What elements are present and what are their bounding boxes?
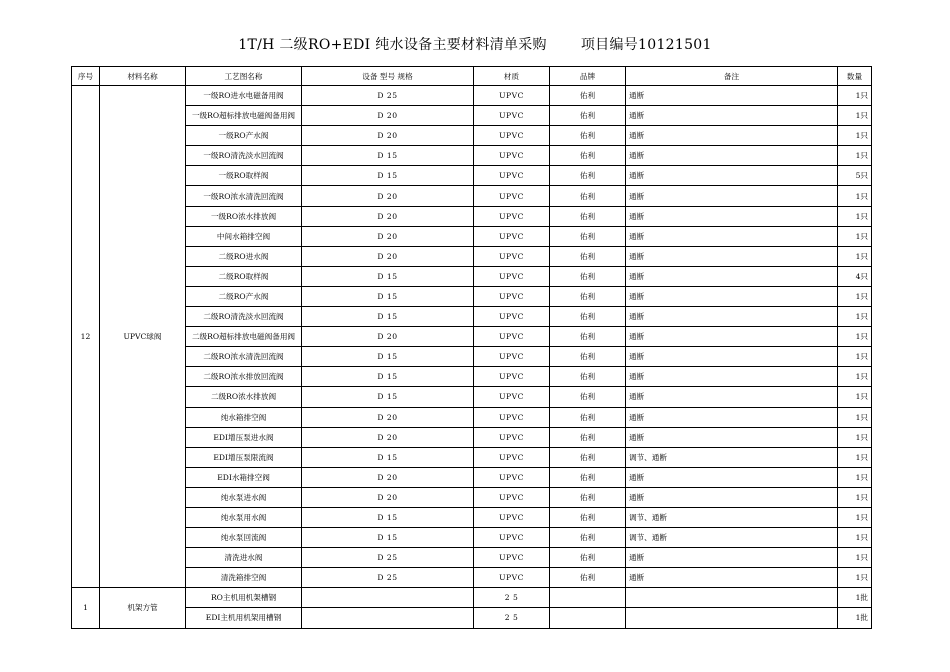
table-row [72,186,872,206]
remark-cell: 通断 [626,286,838,306]
brand-cell: 佑利 [550,528,626,548]
title-main: 1T/H 二级RO+EDI 纯水设备主要材料清单采购 [238,37,547,53]
brand-cell: 佑利 [550,266,626,286]
process-name-cell: 二级RO进水阀 [186,246,302,266]
table-row [72,467,872,487]
remark-cell: 通断 [626,467,838,487]
texture-cell: UPVC [474,387,550,407]
table-row [72,126,872,146]
process-name-cell: 一级RO超标排放电磁阀备用阀 [186,106,302,126]
table-row [72,307,872,327]
qty-cell: 1只 [838,467,872,487]
texture-cell: UPVC [474,528,550,548]
process-name-cell: 中间水箱排空阀 [186,226,302,246]
texture-cell: UPVC [474,467,550,487]
material-name: UPVC球阀 [100,86,186,588]
brand-cell: 佑利 [550,327,626,347]
item-number: 12 [72,86,100,588]
brand-cell: 佑利 [550,568,626,588]
process-name-cell: 清洗箱排空阀 [186,568,302,588]
remark-cell: 通断 [626,226,838,246]
process-name-cell: EDI增压泵限流阀 [186,447,302,467]
brand-cell: 佑利 [550,467,626,487]
process-name-cell: 二级RO取样阀 [186,266,302,286]
remark-cell: 通断 [626,327,838,347]
brand-cell: 佑利 [550,487,626,507]
table-row [72,166,872,186]
texture-cell: 2 5 [474,608,550,628]
table-row [72,327,872,347]
qty-cell: 1只 [838,407,872,427]
process-name-cell: 一级RO浓水排放阀 [186,206,302,226]
texture-cell: UPVC [474,367,550,387]
spec-cell: D 15 [302,286,474,306]
spec-cell: D 25 [302,548,474,568]
brand-cell: 佑利 [550,427,626,447]
brand-cell: 佑利 [550,246,626,266]
spec-cell: D 15 [302,387,474,407]
texture-cell: UPVC [474,166,550,186]
spec-cell: D 20 [302,186,474,206]
remark-cell: 通断 [626,166,838,186]
texture-cell: UPVC [474,106,550,126]
spec-cell: D 20 [302,206,474,226]
qty-cell: 1只 [838,487,872,507]
table-row [72,427,872,447]
spec-cell: D 20 [302,246,474,266]
process-name-cell: 一级RO产水阀 [186,126,302,146]
texture-cell: UPVC [474,307,550,327]
material-list-table [71,66,872,629]
spec-cell: D 15 [302,347,474,367]
remark-cell: 通断 [626,266,838,286]
remark-cell: 调节、通断 [626,528,838,548]
process-name-cell: 纯水箱排空阀 [186,407,302,427]
table-row [72,407,872,427]
texture-cell: UPVC [474,286,550,306]
texture-cell: UPVC [474,246,550,266]
table-row [72,588,872,608]
table-row [72,608,872,628]
texture-cell: UPVC [474,327,550,347]
process-name-cell: RO主机用机架槽钢 [186,588,302,608]
table-row [72,387,872,407]
header-no: 序号 [72,67,100,86]
process-name-cell: 一级RO取样阀 [186,166,302,186]
brand-cell: 佑利 [550,186,626,206]
spec-cell: D 20 [302,467,474,487]
remark-cell: 通断 [626,246,838,266]
document-title [0,34,950,54]
remark-cell [626,608,838,628]
texture-cell: UPVC [474,206,550,226]
brand-cell: 佑利 [550,166,626,186]
brand-cell: 佑利 [550,307,626,327]
spec-cell [302,588,474,608]
spec-cell: D 20 [302,226,474,246]
brand-cell: 佑利 [550,447,626,467]
process-name-cell: 二级RO产水阀 [186,286,302,306]
process-name-cell: 纯水泵回流阀 [186,528,302,548]
remark-cell: 调节、通断 [626,507,838,527]
qty-cell: 1只 [838,146,872,166]
qty-cell: 1只 [838,347,872,367]
brand-cell: 佑利 [550,106,626,126]
table-row [72,528,872,548]
brand-cell: 佑利 [550,226,626,246]
header-texture: 材质 [474,67,550,86]
qty-cell: 1批 [838,608,872,628]
material-name: 机架方管 [100,588,186,628]
remark-cell: 通断 [626,568,838,588]
spec-cell: D 20 [302,106,474,126]
table-row [72,286,872,306]
brand-cell [550,588,626,608]
spec-cell: D 15 [302,166,474,186]
remark-cell: 通断 [626,106,838,126]
process-name-cell: 二级RO清洗淡水回流阀 [186,307,302,327]
remark-cell: 通断 [626,186,838,206]
header-material: 材料名称 [100,67,186,86]
remark-cell: 通断 [626,427,838,447]
qty-cell: 1只 [838,307,872,327]
brand-cell: 佑利 [550,367,626,387]
header-spec: 设备 型号 规格 [302,67,474,86]
qty-cell: 1只 [838,206,872,226]
brand-cell: 佑利 [550,126,626,146]
texture-cell: UPVC [474,427,550,447]
remark-cell: 通断 [626,487,838,507]
brand-cell: 佑利 [550,206,626,226]
spec-cell: D 15 [302,307,474,327]
brand-cell: 佑利 [550,548,626,568]
texture-cell: UPVC [474,146,550,166]
process-name-cell: EDI增压泵进水阀 [186,427,302,447]
process-name-cell: 二级RO超标排放电磁阀备用阀 [186,327,302,347]
brand-cell: 佑利 [550,387,626,407]
spec-cell: D 15 [302,507,474,527]
texture-cell: UPVC [474,447,550,467]
spec-cell: D 15 [302,146,474,166]
spec-cell: D 15 [302,528,474,548]
project-number: 项目编号10121501 [580,37,712,53]
remark-cell: 通断 [626,347,838,367]
qty-cell: 1只 [838,387,872,407]
brand-cell: 佑利 [550,407,626,427]
spec-cell: D 20 [302,427,474,447]
table-row [72,86,872,106]
table-row [72,246,872,266]
brand-cell: 佑利 [550,86,626,106]
remark-cell: 通断 [626,307,838,327]
qty-cell: 1只 [838,548,872,568]
qty-cell: 1只 [838,226,872,246]
qty-cell: 1只 [838,246,872,266]
qty-cell: 1只 [838,186,872,206]
process-name-cell: 二级RO浓水排放阀 [186,387,302,407]
texture-cell: UPVC [474,186,550,206]
remark-cell: 通断 [626,407,838,427]
spec-cell: D 20 [302,126,474,146]
table-row [72,226,872,246]
spec-cell [302,608,474,628]
remark-cell [626,588,838,608]
brand-cell: 佑利 [550,507,626,527]
spec-cell: D 15 [302,367,474,387]
table-row [72,106,872,126]
process-name-cell: EDI主机用机架用槽钢 [186,608,302,628]
qty-cell: 1只 [838,86,872,106]
process-name-cell: 纯水泵用水阀 [186,507,302,527]
remark-cell: 通断 [626,86,838,106]
spec-cell: D 15 [302,266,474,286]
table-row [72,367,872,387]
brand-cell: 佑利 [550,146,626,166]
qty-cell: 4只 [838,266,872,286]
process-name-cell: 清洗进水阀 [186,548,302,568]
remark-cell: 通断 [626,206,838,226]
process-name-cell: 一级RO进水电磁备用阀 [186,86,302,106]
spec-cell: D 20 [302,407,474,427]
qty-cell: 5只 [838,166,872,186]
remark-cell: 通断 [626,126,838,146]
spec-cell: D 20 [302,487,474,507]
remark-cell: 通断 [626,548,838,568]
qty-cell: 1只 [838,367,872,387]
header-brand: 品牌 [550,67,626,86]
table-row [72,266,872,286]
qty-cell: 1只 [838,286,872,306]
table-row [72,568,872,588]
brand-cell: 佑利 [550,286,626,306]
table-row [72,507,872,527]
process-name-cell: 一级RO浓水清洗回流阀 [186,186,302,206]
table-row [72,146,872,166]
qty-cell: 1只 [838,528,872,548]
table-row [72,206,872,226]
texture-cell: UPVC [474,347,550,367]
texture-cell: UPVC [474,487,550,507]
table-row [72,347,872,367]
texture-cell: UPVC [474,548,550,568]
header-qty: 数量 [838,67,872,86]
texture-cell: 2 5 [474,588,550,608]
brand-cell: 佑利 [550,347,626,367]
texture-cell: UPVC [474,126,550,146]
remark-cell: 通断 [626,387,838,407]
texture-cell: UPVC [474,226,550,246]
table-row [72,447,872,467]
remark-cell: 调节、通断 [626,447,838,467]
brand-cell [550,608,626,628]
header-remark: 备注 [626,67,838,86]
remark-cell: 通断 [626,146,838,166]
texture-cell: UPVC [474,86,550,106]
table-row [72,487,872,507]
process-name-cell: 一级RO清洗淡水回流阀 [186,146,302,166]
qty-cell: 1只 [838,126,872,146]
header-row [72,67,872,86]
qty-cell: 1只 [838,427,872,447]
item-number: 1 [72,588,100,628]
process-name-cell: 纯水泵进水阀 [186,487,302,507]
qty-cell: 1只 [838,447,872,467]
process-name-cell: 二级RO浓水排放回流阀 [186,367,302,387]
texture-cell: UPVC [474,407,550,427]
table-body [72,86,872,629]
spec-cell: D 25 [302,86,474,106]
spec-cell: D 15 [302,447,474,467]
qty-cell: 1批 [838,588,872,608]
remark-cell: 通断 [626,367,838,387]
process-name-cell: 二级RO浓水清洗回流阀 [186,347,302,367]
process-name-cell: EDI水箱排空阀 [186,467,302,487]
texture-cell: UPVC [474,266,550,286]
spec-cell: D 20 [302,327,474,347]
qty-cell: 1只 [838,106,872,126]
header-process-name: 工艺图名称 [186,67,302,86]
qty-cell: 1只 [838,568,872,588]
texture-cell: UPVC [474,507,550,527]
table-row [72,548,872,568]
spec-cell: D 25 [302,568,474,588]
texture-cell: UPVC [474,568,550,588]
qty-cell: 1只 [838,327,872,347]
qty-cell: 1只 [838,507,872,527]
